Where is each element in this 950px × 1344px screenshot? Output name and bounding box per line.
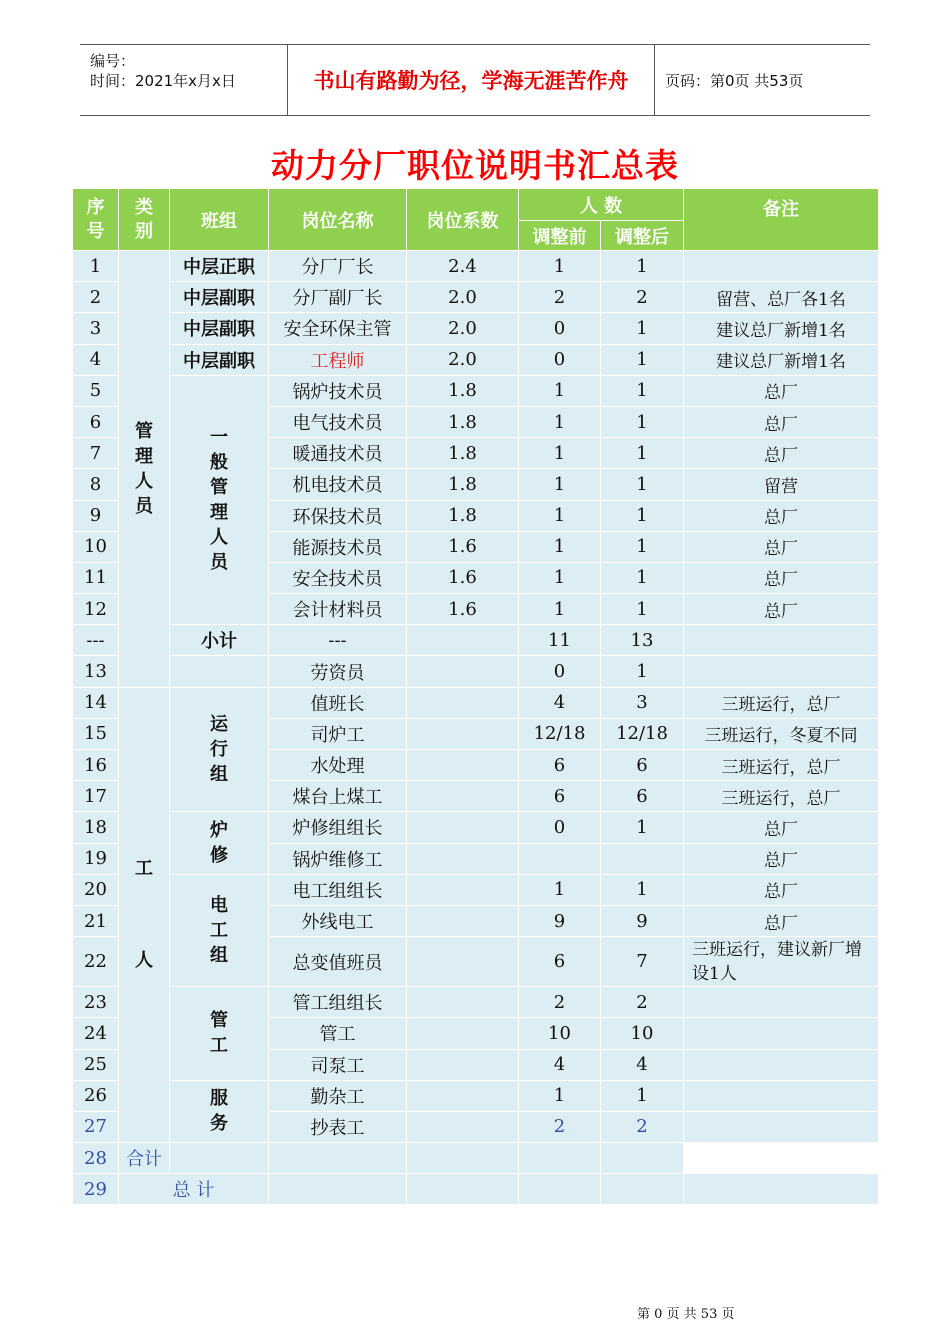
col-after: 调整后 (601, 221, 684, 251)
table-row: 2 中层副职 分厂副厂长 2.0 2 2 留营、总厂各1名 (73, 282, 879, 313)
header-left (80, 45, 288, 115)
time-label: 时间：2021年x月x日 (90, 72, 236, 90)
page-footer: 第 0 页 共 53 页 (637, 1307, 735, 1322)
table-row: 24 管工 10 10 (73, 1018, 879, 1049)
table-row: 16 水处理 6 6 三班运行，总厂 (73, 750, 879, 781)
table-row: 1 管理人员 中层正职 分厂厂长 2.4 1 1 (73, 251, 879, 282)
table-row: 8 机电技术员 1.8 1 1 留营 (73, 469, 879, 500)
table-row: 13 劳资员 0 1 (73, 656, 879, 687)
group-general-management: 一般管理人员 (170, 375, 269, 625)
table-row: 18 炉修 炉修组组长 0 1 总厂 (73, 812, 879, 843)
table-row: 23 管工 管工组组长 2 2 (73, 987, 879, 1018)
table-row: 9 环保技术员 1.8 1 1 总厂 (73, 500, 879, 531)
subtotal-row: --- 小计 --- 11 13 (73, 625, 879, 656)
grand-total-row: 29 总 计 (73, 1174, 879, 1205)
table-row: 19 锅炉维修工 总厂 (73, 843, 879, 874)
table-row: 11 安全技术员 1.6 1 1 总厂 (73, 562, 879, 593)
table-row: 21 外线电工 9 9 总厂 (73, 905, 879, 936)
table-row: 5 一般管理人员 锅炉技术员 1.8 1 1 总厂 (73, 375, 879, 406)
table-row: 14 工人 运行组 值班长 4 3 三班运行，总厂 (73, 687, 879, 718)
code-label: 编号： (90, 52, 136, 70)
table-row: 6 电气技术员 1.8 1 1 总厂 (73, 406, 879, 437)
group-operation: 运行组 (170, 687, 269, 812)
table-row: 17 煤台上煤工 6 6 三班运行，总厂 (73, 781, 879, 812)
group-electrician: 电工组 (170, 874, 269, 986)
table-row: 15 司炉工 12/18 12/18 三班运行，冬夏不同 (73, 718, 879, 749)
col-remark: 备注 (684, 189, 879, 251)
col-seq: 序号 (73, 189, 119, 251)
table-row: 4 中层副职 工程师 2.0 0 1 建议总厂新增1名 (73, 344, 879, 375)
table-row: 12 会计材料员 1.6 1 1 总厂 (73, 594, 879, 625)
group-service: 服务 (170, 1080, 269, 1142)
table-row: 20 电工组 电工组组长 1 1 总厂 (73, 874, 879, 905)
total-row: 28 合计 (73, 1143, 879, 1174)
table-row: 3 中层副职 安全环保主管 2.0 0 1 建议总厂新增1名 (73, 313, 879, 344)
group-furnace-repair: 炉修 (170, 812, 269, 874)
col-coef: 岗位系数 (407, 189, 519, 251)
col-category: 类别 (119, 189, 170, 251)
table-row: 10 能源技术员 1.6 1 1 总厂 (73, 531, 879, 562)
group-pipefitter: 管工 (170, 987, 269, 1081)
header-page-info: 页码：第0页 共53页 (665, 71, 804, 90)
col-position: 岗位名称 (269, 189, 407, 251)
header-motto: 书山有路勤为径，学海无涯苦作舟 (288, 45, 655, 115)
table-row: 26 服务 勤杂工 1 1 (73, 1080, 879, 1111)
col-headcount: 人 数 (519, 189, 684, 221)
table-row: 25 司泵工 4 4 (73, 1049, 879, 1080)
table-row: 22 总变值班员 6 7 三班运行，建议新厂增设1人 (73, 937, 879, 987)
document-title: 动力分厂职位说明书汇总表 (271, 146, 679, 185)
position-summary-table (72, 188, 879, 1205)
table-row: 7 暖通技术员 1.8 1 1 总厂 (73, 438, 879, 469)
table-row: 27 抄表工 2 2 (73, 1111, 879, 1142)
col-team: 班组 (170, 189, 269, 251)
group-workers: 工人 (119, 687, 170, 1142)
col-before: 调整前 (519, 221, 601, 251)
group-management: 管理人员 (119, 251, 170, 688)
page-header (80, 44, 870, 116)
